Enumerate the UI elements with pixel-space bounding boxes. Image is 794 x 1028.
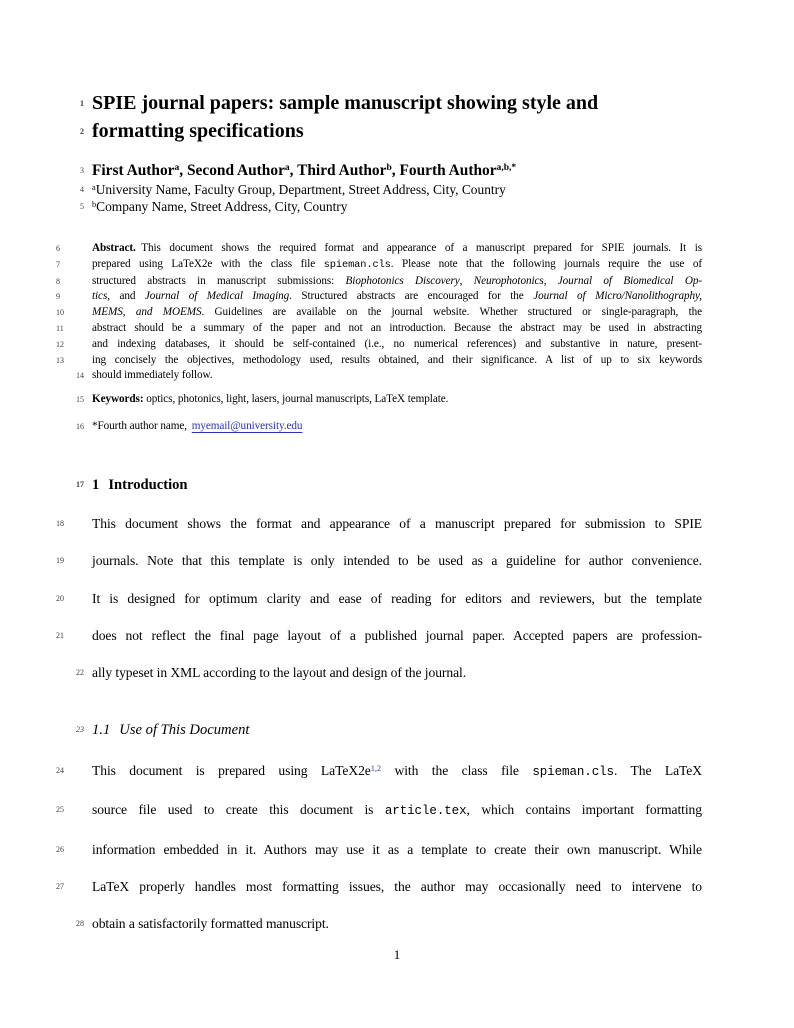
text-run: Journal of Micro/Nanolithography, xyxy=(533,290,702,303)
text-run: , Second Author xyxy=(179,162,285,179)
line-number: 25 xyxy=(56,805,64,815)
inline-code: article.tex xyxy=(384,804,467,819)
text-run: , Third Author xyxy=(289,162,387,179)
doc-line xyxy=(76,476,702,494)
introduction-paragraph xyxy=(56,505,702,691)
text-run: Use of This Document xyxy=(119,722,250,738)
doc-line xyxy=(76,368,702,384)
doc-line xyxy=(80,90,702,118)
doc-line xyxy=(56,791,702,830)
author-list xyxy=(80,161,702,216)
text-run: Biophotonics Discovery xyxy=(345,274,460,287)
text-run: This document is prepared using LaTeX2e xyxy=(92,763,371,778)
line-number: 1 xyxy=(80,99,84,108)
doc-line xyxy=(56,542,702,579)
superscript: a xyxy=(284,162,290,174)
doc-line xyxy=(56,305,702,321)
text-run: , Fourth Author xyxy=(391,162,497,179)
text-run: , and xyxy=(107,290,145,303)
text-run: Keywords: xyxy=(92,393,144,405)
line-number: 27 xyxy=(56,881,64,891)
use-of-document-paragraph xyxy=(56,752,702,942)
keywords-line xyxy=(76,392,702,408)
superscript: b xyxy=(92,200,97,210)
text-run: should immediately follow. xyxy=(92,369,213,382)
line-number: 8 xyxy=(56,276,60,286)
citation-ref[interactable]: 1,2 xyxy=(370,762,382,773)
inline-code: spieman.cls xyxy=(532,765,614,779)
text-run: First Author xyxy=(92,162,175,179)
doc-line xyxy=(56,241,702,257)
doc-line xyxy=(56,617,702,654)
text-run: , which contains important formatting xyxy=(466,802,702,818)
text-run: This document shows the format and appearance of a manuscript prepared for submission to SPIE xyxy=(92,516,702,531)
text-run: . Guidelines are available on the journal website. Whether structured or single-paragraph, the xyxy=(201,306,702,319)
doc-line xyxy=(56,505,702,542)
doc-line xyxy=(76,721,702,739)
text-run: obtain a satisfactorily formatted manuscript. xyxy=(92,916,329,932)
line-number: 20 xyxy=(56,593,64,603)
line-number: 14 xyxy=(76,371,84,381)
doc-line xyxy=(56,289,702,305)
line-number: 11 xyxy=(56,323,64,333)
doc-line xyxy=(76,654,702,691)
text-run: It is designed for optimum clarity and ease of reading for editors and reviewers, but the template xyxy=(92,590,702,606)
text-run: abstract should be a summary of the paper and not an introduction. Because the abstract may be used in abstracting xyxy=(92,321,702,334)
line-number: 2 xyxy=(80,126,84,136)
line-number: 26 xyxy=(56,844,64,854)
superscript: b xyxy=(386,162,392,174)
text-run: and indexing databases, it should be self-contained (i.e., no numerical references) and substantive in nature, present- xyxy=(92,337,702,350)
text-run: ing concisely the objectives, methodology used, results obtained, and their significance. A list of up to six keywords xyxy=(92,353,702,366)
doc-line xyxy=(76,905,702,942)
inline-code: spieman.cls xyxy=(323,258,391,271)
email-link[interactable]: myemail@university.edu xyxy=(191,420,303,432)
doc-line xyxy=(56,321,702,337)
abstract xyxy=(56,241,702,384)
line-number: 21 xyxy=(56,630,64,640)
doc-line xyxy=(56,868,702,905)
text-run: 1.1 xyxy=(92,722,111,738)
text-run: University Name, Faculty Group, Department, Street Address, City, Country xyxy=(95,182,506,197)
text-run: Journal of Biomedical Op- xyxy=(557,274,702,287)
doc-line xyxy=(56,353,702,369)
text-run: *Fourth author name, xyxy=(92,420,190,432)
doc-line xyxy=(56,752,702,791)
line-number: 13 xyxy=(56,355,64,365)
line-number: 22 xyxy=(76,668,84,678)
page-number: 1 xyxy=(393,947,401,962)
line-number: 4 xyxy=(80,185,84,194)
text-run: , xyxy=(543,274,558,287)
text-run: 1 xyxy=(92,477,100,493)
text-run: optics, photonics, light, lasers, journal manuscripts, LaTeX template. xyxy=(143,393,449,405)
line-number: 3 xyxy=(80,166,84,175)
superscript: a,b,* xyxy=(496,162,517,174)
doc-line xyxy=(56,257,702,274)
text-run: . The LaTeX xyxy=(613,763,702,778)
corresponding-author-note xyxy=(76,419,702,435)
text-run: source file used to create this document is xyxy=(92,802,385,818)
doc-line xyxy=(56,831,702,868)
text-run: . Structured abstracts are encouraged for the xyxy=(289,290,534,303)
text-run: Abstract. xyxy=(92,242,136,254)
text-run: prepared using LaTeX2e with the class file xyxy=(92,257,324,270)
line-number: 28 xyxy=(76,919,84,929)
text-run: Journal of Medical Imaging xyxy=(144,290,290,303)
line-number: 9 xyxy=(56,292,60,302)
doc-line xyxy=(56,580,702,617)
line-number: 18 xyxy=(56,519,64,528)
text-run: with the class file xyxy=(381,763,533,778)
text-run: , xyxy=(459,274,474,287)
section-heading-introduction xyxy=(76,476,702,494)
doc-line xyxy=(80,181,702,198)
text-run: formatting specifications xyxy=(92,119,304,142)
text-run: SPIE journal papers: sample manuscript showing style and xyxy=(92,92,599,114)
text-run: Neurophotonics xyxy=(473,274,544,287)
line-number: 10 xyxy=(56,308,64,318)
text-run: . Please note that the following journals require the use of xyxy=(390,257,702,270)
text-run: This document shows the required format and appearance of a manuscript prepared for SPIE journals. It is xyxy=(135,242,702,254)
doc-line xyxy=(76,392,702,408)
line-number: 12 xyxy=(56,339,64,349)
text-run: tics xyxy=(92,290,108,303)
line-number: 16 xyxy=(76,422,84,431)
line-number: 5 xyxy=(80,202,84,212)
line-number: 17 xyxy=(76,480,84,489)
text-run: does not reflect the final page layout of a published journal paper. Accepted papers are profession- xyxy=(92,627,702,643)
superscript: a xyxy=(92,183,96,193)
line-number: 19 xyxy=(56,556,64,566)
line-number: 7 xyxy=(56,259,60,269)
doc-line xyxy=(56,337,702,353)
text-run: journals. Note that this template is only intended to be used as a guideline for author convenience. xyxy=(92,553,702,569)
text-run: MEMS, and MOEMS xyxy=(92,306,202,319)
doc-line xyxy=(56,274,702,290)
doc-line xyxy=(80,161,702,181)
doc-line xyxy=(80,118,702,146)
text-run: Introduction xyxy=(108,477,188,493)
text-run: structured abstracts in manuscript submissions: xyxy=(92,274,346,287)
line-number: 24 xyxy=(56,766,64,775)
doc-line xyxy=(80,198,702,215)
text-run: ally typeset in XML according to the layout and design of the journal. xyxy=(92,665,467,681)
line-number: 15 xyxy=(76,395,84,404)
doc-line xyxy=(76,419,702,435)
line-number: 6 xyxy=(56,244,60,253)
text-run: LaTeX properly handles most formatting issues, the author may occasionally need to intervene to xyxy=(92,878,702,894)
paper-title xyxy=(80,90,702,145)
line-number: 23 xyxy=(76,725,84,734)
text-run: Company Name, Street Address, City, Country xyxy=(96,199,348,215)
text-run: information embedded in it. Authors may use it as a template to create their own manuscript. While xyxy=(92,841,702,857)
subsection-heading-use-of-this-document xyxy=(76,721,702,739)
superscript: a xyxy=(174,162,180,174)
